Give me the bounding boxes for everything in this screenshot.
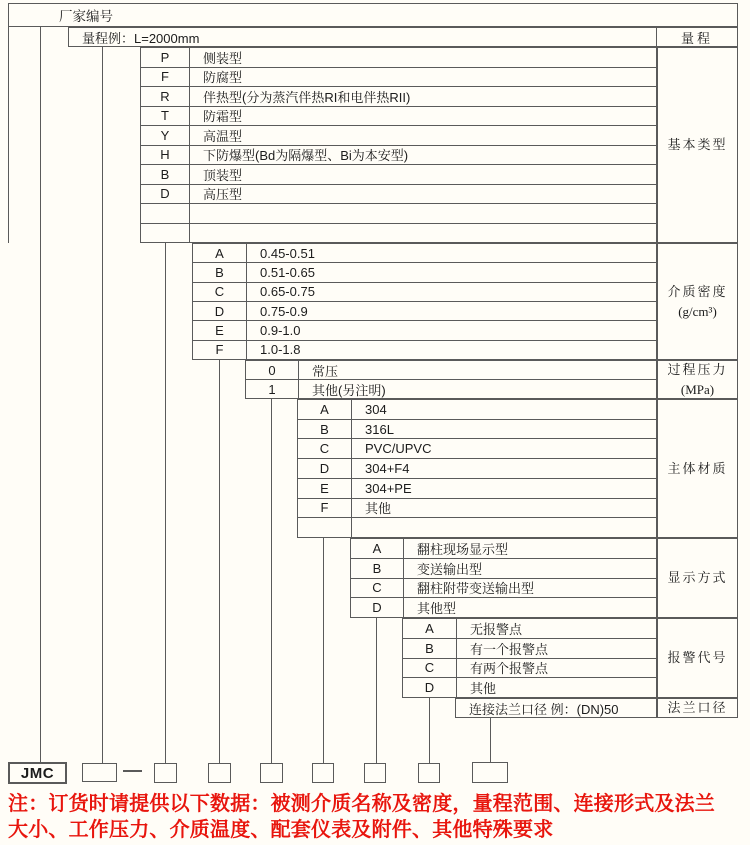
display-mode-desc-cell: 其他型 [417,601,457,617]
material-row-E [298,478,656,498]
material-desc-cell: 304 [365,401,387,417]
material-connector [323,538,324,763]
material-code-cell: C [298,439,352,458]
material-label: 主体材质 [657,399,738,538]
basic-type-row-R [141,86,656,106]
alarm-code-desc-cell: 无报警点 [470,621,523,637]
material-code-box [312,763,334,783]
density-desc-cell: 0.51-0.65 [260,264,315,280]
basic-type-desc-cell: 伴热型(分为蒸汽伴热RI和电伴热RII) [203,89,411,105]
material-desc-cell: 其他 [365,501,392,517]
note-line-2: 大小、工作压力、介质温度、配套仪表及附件、其他特殊要求 [8,819,554,841]
flange-size-table [455,698,657,718]
material-row-7 [298,517,656,537]
flange-size-desc-cell: 连接法兰口径 例：(DN)50 [469,701,619,717]
density-row-B [193,262,656,281]
basic-type-desc-cell [190,224,656,243]
pressure-desc-cell: 其他(另注明) [312,382,386,398]
density-table [192,243,657,360]
basic-type-table [140,47,657,243]
density-desc-cell: 0.65-0.75 [260,284,315,300]
flange-size-code-box [472,762,508,783]
display-mode-row-B [351,558,656,578]
alarm-code-row-D [403,677,656,697]
material-code-cell [298,518,352,537]
manufacturer-code-label: 厂家编号 [59,9,113,24]
density-desc-cell: 0.45-0.51 [260,245,315,261]
alarm-code-desc-cell: 其他 [470,681,497,697]
pressure-code-box [260,763,283,783]
basic-type-desc-cell [190,204,656,223]
material-desc-cell: PVC/UPVC [365,441,432,457]
display-mode-code-cell: C [351,579,404,598]
alarm-code-code-cell: B [403,639,457,658]
basic-type-code-cell [141,204,190,223]
basic-type-row-P [141,48,656,67]
material-row-C [298,438,656,458]
alarm-code-label: 报警代号 [657,618,738,698]
alarm-code-code-box [418,763,440,783]
density-code-cell: C [193,283,247,301]
basic-type-connector [165,243,166,763]
density-row-A [193,244,656,262]
manufacturer-code-row [8,3,738,27]
basic-type-desc-cell: 顶装型 [203,167,243,183]
alarm-code-desc-cell: 有两个报警点 [470,661,549,677]
material-table [297,399,657,538]
separator-dash [123,770,142,772]
pressure-table [245,360,657,399]
flange-size-connector [490,718,491,763]
basic-type-row-F [141,67,656,87]
material-desc-cell: 304+F4 [365,461,410,477]
alarm-code-desc-cell: 有一个报警点 [470,641,549,657]
material-desc-cell: 304+PE [365,480,412,496]
basic-type-row-B [141,164,656,184]
basic-type-code-cell: D [141,185,190,204]
display-mode-desc-cell: 变送输出型 [417,561,483,577]
basic-type-desc-cell: 高压型 [203,187,243,203]
density-row-C [193,282,656,301]
density-row-E [193,320,656,339]
display-mode-row-D [351,597,656,617]
tree-line-1 [8,27,9,243]
display-mode-row-A [351,539,656,558]
alarm-code-code-cell: D [403,678,457,697]
basic-type-desc-cell: 防腐型 [203,70,243,86]
display-mode-code-box [364,763,386,783]
density-label: 介质密度 (g/cm³) [657,243,738,360]
material-row-A [298,400,656,419]
basic-type-code-cell: H [141,146,190,165]
model-prefix-box: JMC [8,762,67,784]
display-mode-connector [376,618,377,763]
pressure-code-cell: 0 [246,361,299,379]
alarm-code-row-A [403,619,656,638]
range-code-box [82,763,117,782]
density-code-cell: F [193,341,247,359]
alarm-code-code-cell: C [403,659,457,678]
basic-type-row-10 [141,223,656,243]
density-code-cell: A [193,244,247,262]
ordering-note [8,791,748,843]
alarm-code-table [402,618,657,698]
basic-type-row-D [141,184,656,204]
material-code-cell: B [298,420,352,439]
material-code-cell: A [298,400,352,419]
material-row-B [298,419,656,439]
density-desc-cell: 0.9-1.0 [260,322,301,338]
basic-type-code-cell: B [141,165,190,184]
basic-type-row-Y [141,125,656,145]
display-mode-code-cell: D [351,598,404,617]
basic-type-desc-cell: 高温型 [203,128,243,144]
density-connector [219,360,220,763]
material-code-cell: F [298,499,352,518]
display-mode-row-C [351,578,656,598]
material-row-D [298,458,656,478]
flange-size-label: 法兰口径 [657,698,738,718]
display-mode-code-cell: A [351,539,404,558]
pressure-connector [271,399,272,763]
density-code-cell: E [193,321,247,339]
pressure-row-1 [246,379,656,398]
alarm-code-row-C [403,658,656,678]
density-code-box [208,763,231,783]
pressure-desc-cell: 常压 [312,363,339,379]
basic-type-code-cell: R [141,87,190,106]
display-mode-desc-cell: 翻柱现场显示型 [417,541,509,557]
density-code-cell: D [193,302,247,320]
pressure-row-0 [246,361,656,379]
basic-type-desc-cell: 侧装型 [203,50,243,66]
pressure-label: 过程压力 (MPa) [657,360,738,399]
density-code-cell: B [193,263,247,281]
display-mode-code-cell: B [351,559,404,578]
material-code-cell: E [298,479,352,498]
density-desc-cell: 0.75-0.9 [260,303,308,319]
material-row-F [298,498,656,518]
basic-type-code-cell: Y [141,126,190,145]
basic-type-desc-cell: 下防爆型(Bd为隔爆型、Bi为本安型) [203,148,409,164]
material-desc-cell: 316L [365,421,394,437]
material-code-cell: D [298,459,352,478]
material-desc-cell [352,518,656,537]
basic-type-row-T [141,106,656,126]
range-row-label: 量程 [680,30,713,46]
alarm-code-row-B [403,638,656,658]
display-mode-label: 显示方式 [657,538,738,618]
display-mode-table [350,538,657,618]
note-line-1: 注：订货时请提供以下数据：被测介质名称及密度，量程范围、连接形式及法兰 [8,793,715,815]
range-example-text: 量程例：L=2000mm [69,28,657,46]
display-mode-desc-cell: 翻柱附带变送输出型 [417,581,535,597]
alarm-code-code-cell: A [403,619,457,638]
basic-type-label: 基本类型 [657,47,738,243]
basic-type-code-cell: P [141,48,190,67]
density-row-D [193,301,656,320]
alarm-code-connector [429,698,430,763]
pressure-code-cell: 1 [246,380,299,398]
tree-line-3 [102,47,103,763]
basic-type-code-cell: F [141,68,190,87]
range-row [68,27,738,47]
basic-type-desc-cell: 防霜型 [203,109,243,125]
basic-type-code-box [154,763,177,783]
basic-type-code-cell: T [141,107,190,126]
basic-type-code-cell [141,224,190,243]
density-row-F [193,340,656,359]
density-desc-cell: 1.0-1.8 [260,342,301,358]
basic-type-row-H [141,145,656,165]
basic-type-row-9 [141,203,656,223]
tree-line-2 [40,27,41,762]
flange-size-row-1 [456,699,656,717]
